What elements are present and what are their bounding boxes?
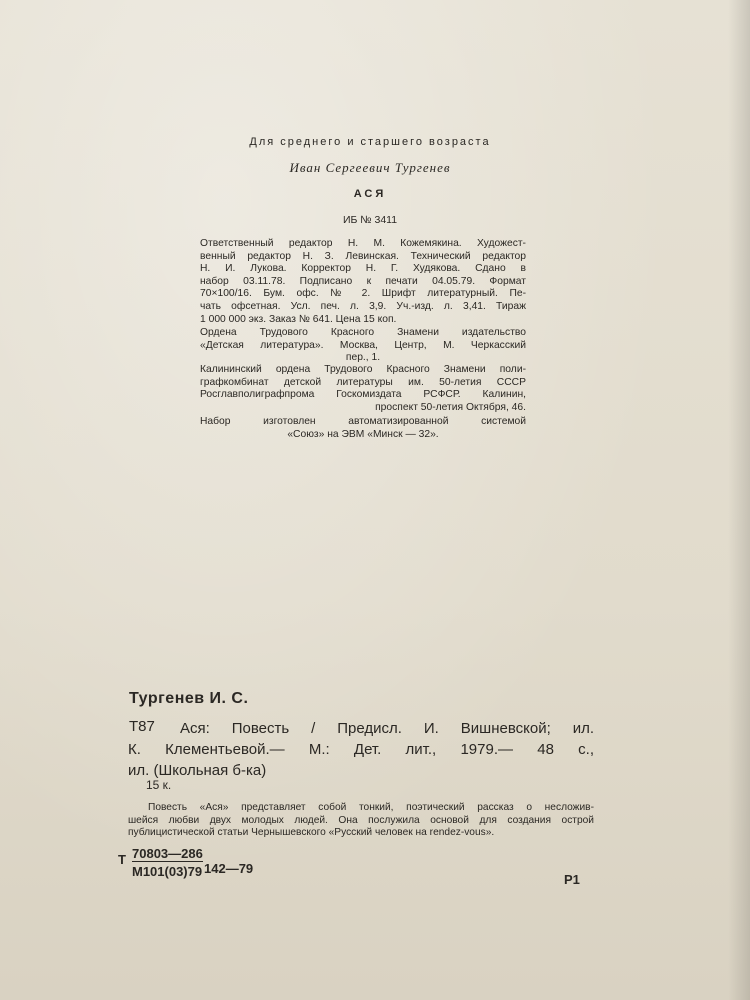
book-title: АСЯ bbox=[353, 188, 387, 200]
publisher-block bbox=[200, 327, 526, 365]
printer-line: Росглавполиграфпрома Госкомиздата РСФСР. Калинин, bbox=[200, 389, 526, 401]
printer-block bbox=[200, 364, 526, 414]
catalog-description-line: Ася: Повесть / Предисл. И. Вишневской; ил. bbox=[180, 720, 594, 737]
editors-line: 70×100/16. Бум. офс. № 2. Шрифт литературный. Пе- bbox=[200, 288, 526, 300]
publisher-line: «Детская литература». Москва, Центр, М. Черкасский bbox=[200, 339, 526, 351]
typeset-line: Набор изготовлен автоматизированной системой bbox=[200, 416, 526, 427]
index-code-suffix: 142—79 bbox=[204, 861, 254, 876]
author-name: Иван Сергеевич Тургенев bbox=[289, 160, 451, 175]
printer-line: графкомбинат детской литературы им. 50-летия СССР bbox=[200, 376, 526, 388]
catalog-description-line: ил. (Школьная б-ка) bbox=[128, 762, 267, 779]
editors-line: набор 03.11.78. Подписано к печати 04.05.79. Формат bbox=[200, 275, 526, 287]
editors-line: чать офсетная. Усл. печ. л. 3,9. Уч.-изд. л. 3,41. Тираж bbox=[200, 300, 526, 312]
index-prefix: Т bbox=[118, 852, 126, 867]
editors-line: Ответственный редактор Н. М. Кожемякина. Художест- bbox=[200, 238, 526, 249]
publisher-line: пер., 1. bbox=[345, 352, 381, 364]
typeset-line: «Союз» на ЭВМ «Минск — 32». bbox=[287, 428, 439, 440]
catalog-description-line: К. Клементьевой.— М.: Дет. лит., 1979.— 48 с., bbox=[128, 741, 594, 758]
catalog-description bbox=[128, 718, 594, 781]
page-edge-shadow bbox=[728, 0, 750, 1000]
editors-line: 1 000 000 экз. Заказ № 641. Цена 15 коп. bbox=[200, 313, 397, 325]
annotation-line: Повесть «Ася» представляет собой тонкий, поэтический рассказ о несложив- bbox=[148, 802, 594, 813]
annotation-line: шейся любви двух молодых людей. Она послужила основой для создания острой bbox=[128, 814, 594, 826]
audience-label: Для среднего и старшего возраста bbox=[249, 136, 491, 148]
annotation-line: публицистической статьи Чернышевского «Русский человек на rendez-vous». bbox=[128, 827, 495, 838]
typeset-block bbox=[200, 416, 526, 441]
bbk-code: Р1 bbox=[564, 872, 580, 887]
publisher-line: Ордена Трудового Красного Знамени издательство bbox=[200, 327, 526, 338]
catalog-code: Т87 bbox=[129, 718, 155, 735]
printer-line: Калининский ордена Трудового Красного Знамени поли- bbox=[200, 364, 526, 375]
printer-line: проспект 50-летия Октября, 46. bbox=[375, 401, 526, 413]
editors-block bbox=[200, 238, 526, 326]
annotation-block bbox=[128, 802, 594, 840]
catalog-price: 15 к. bbox=[146, 778, 172, 792]
editors-line: венный редактор Н. З. Левинская. Технический редактор bbox=[200, 250, 526, 262]
index-code-numerator: 70803—286 bbox=[132, 846, 203, 861]
catalog-author-heading: Тургенев И. С. bbox=[129, 690, 249, 707]
index-code-denominator: М101(03)79 bbox=[132, 864, 203, 879]
editors-line: Н. И. Лукова. Корректор Н. Г. Худякова. Сдано в bbox=[200, 263, 526, 275]
ib-number: ИБ № 3411 bbox=[342, 214, 398, 226]
